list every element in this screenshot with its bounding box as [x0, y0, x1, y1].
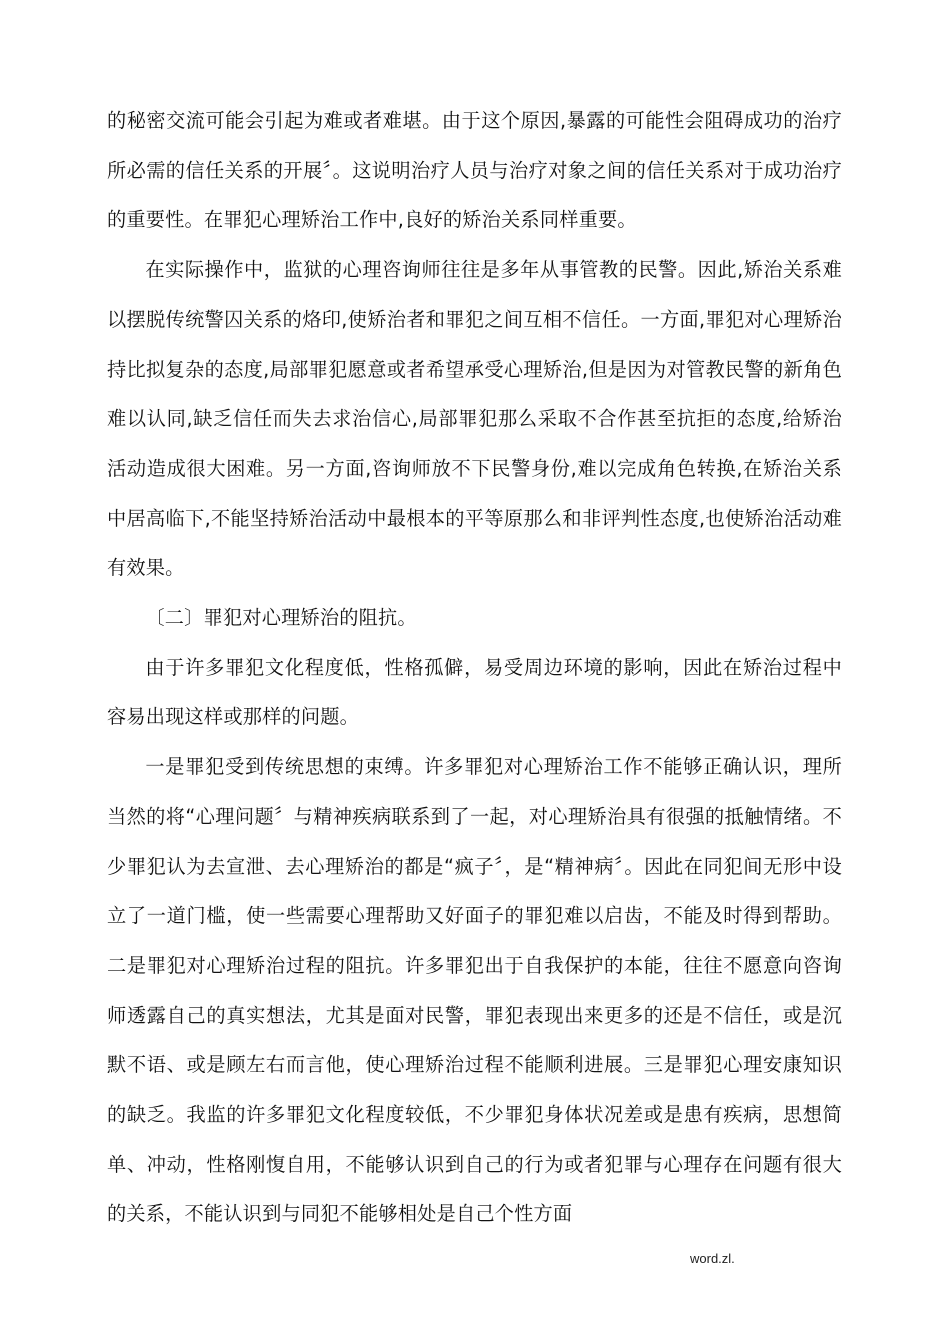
paragraph-1: 的秘密交流可能会引起为难或者难堪。由于这个原因,暴露的可能性会阻碍成功的治疗所必需的信任关系的开展〞。这说明治疗人员与治疗对象之间的信任关系对于成功治疗的重要性。在罪犯心理矫治工作中,良好的矫治关系同样重要。 [107, 109, 842, 232]
document-body [107, 96, 842, 1239]
paragraph-3: 由于许多罪犯文化程度低，性格孤僻，易受周边环境的影响，因此在矫治过程中容易出现这样或那样的问题。 [107, 655, 842, 729]
section-heading: 〔二〕罪犯对心理矫治的阻抗。 [145, 606, 417, 630]
page-footer: word.zl. [690, 1251, 735, 1266]
paragraph-4: 一是罪犯受到传统思想的束缚。许多罪犯对心理矫治工作不能够正确认识，理所当然的将“心理问题〞与精神疾病联系到了一起，对心理矫治具有很强的抵触情绪。不少罪犯认为去宣泄、去心理矫治的都是“疯子〞，是“精神病〞。因此在同犯间无形中设立了一道门槛，使一些需要心理帮助又好面子的罪犯难以启齿，不能及时得到帮助。二是罪犯对心理矫治过程的阻抗。许多罪犯出于自我保护的本能，往往不愿意向咨询师透露自己的真实想法，尤其是面对民警，罪犯表现出来更多的还是不信任，或是沉默不语、或是顾左右而言他，使心理矫治过程不能顺利进展。三是罪犯心理安康知识的缺乏。我监的许多罪犯文化程度较低，不少罪犯身体状况差或是患有疾病，思想简单、冲动，性格刚愎自用，不能够认识到自己的行为或者犯罪与心理存在问题有很大的关系，不能认识到与同犯不能够相处是自己个性方面 [107, 755, 842, 1226]
paragraph-2: 在实际操作中，监狱的心理咨询师往往是多年从事管教的民警。因此,矫治关系难以摆脱传统警囚关系的烙印,使矫治者和罪犯之间互相不信任。一方面,罪犯对心理矫治持比拟复杂的态度,局部罪犯愿意或者希望承受心理矫治,但是因为对管教民警的新角色难以认同,缺乏信任而失去求治信心,局部罪犯那么采取不合作甚至抗拒的态度,给矫治活动造成很大困难。另一方面,咨询师放不下民警身份,难以完成角色转换,在矫治关系中居高临下,不能坚持矫治活动中最根本的平等原那么和非评判性态度,也使矫治活动难有效果。 [107, 258, 842, 580]
